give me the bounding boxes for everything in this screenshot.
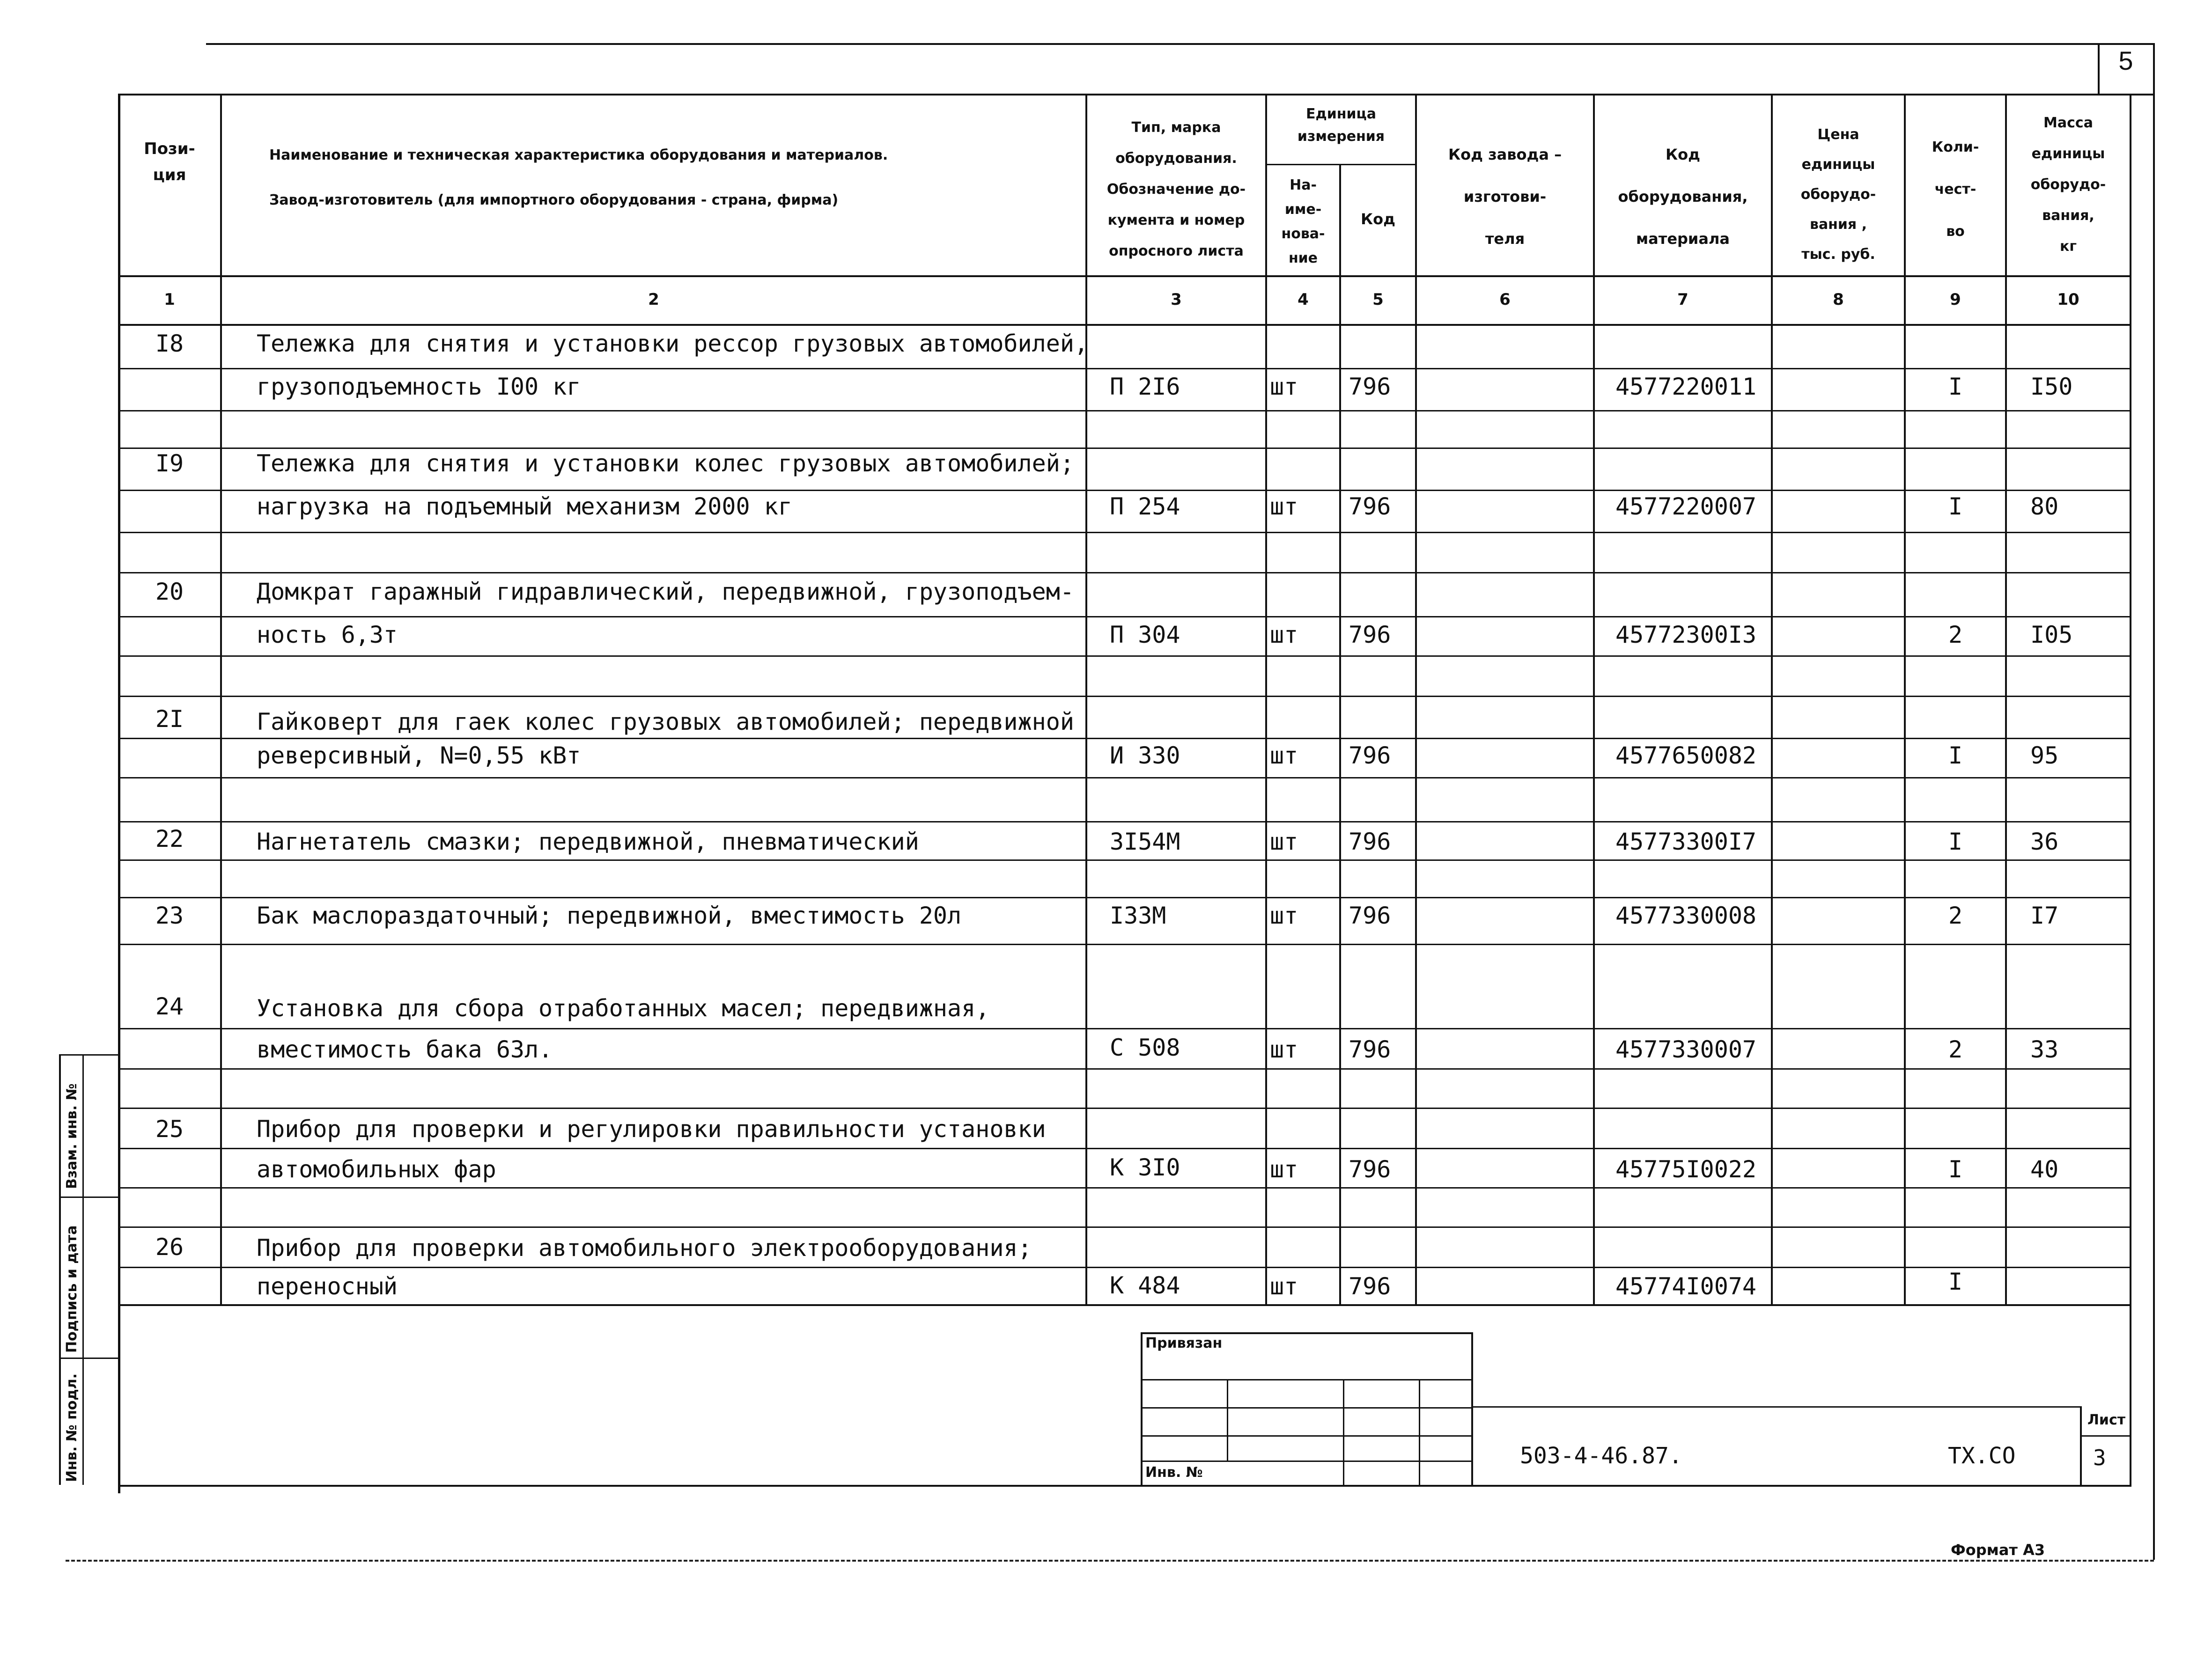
row-unit-code: 796 [1349,621,1391,648]
row-unit: шт [1270,373,1298,400]
header-mass: Масса единицы оборудо- вания, кг [2030,115,2106,255]
header-unit-name: На- име- нова- ние [1281,177,1325,266]
right-border [2153,43,2155,1560]
row-unit-code: 796 [1349,902,1391,929]
side-stamp-top [59,1054,120,1056]
row-unit: шт [1270,1036,1298,1063]
title-box-left [1141,1332,1143,1487]
table-top-border [118,94,2155,95]
header-unit-code: Код [1361,210,1395,228]
header-unit-group: Единица измерения [1297,106,1385,145]
title-box-top [1141,1332,1473,1334]
row-rule [118,368,2131,369]
row-description: Гайковерт для гаек колес грузовых автомобилей; передвижной [257,708,1074,735]
col-line-9 [2005,94,2007,1306]
row-quantity: 2 [1948,621,1963,648]
row-equipment-code: 4577650082 [1615,742,1757,769]
col-line-1 [220,94,222,1306]
row-description: реверсивный, N=0,55 кВт [257,742,581,769]
sheet-cell-left [2080,1406,2082,1486]
title-box-rule [1141,1461,1473,1462]
title-box-rule [1141,1407,1473,1409]
row-rule [118,1304,2131,1306]
row-description: переносный [257,1273,398,1300]
row-unit-code: 796 [1349,1156,1391,1183]
side-stamp-left [59,1054,61,1485]
privyazan-label: Привязан [1145,1335,1223,1351]
header-name-line2: Завод-изготовитель (для импортного оборудования - страна, фирма) [269,192,839,208]
sheet-cell-mid [2080,1435,2131,1437]
col-line-3 [1265,94,1267,1306]
row-rule [118,944,2131,945]
row-quantity: I [1948,828,1963,855]
row-mass: 33 [2030,1036,2059,1063]
frame-bottom [118,1485,2131,1487]
col-line-5 [1415,94,1417,1306]
row-description: Прибор для проверки автомобильного электрооборудования; [257,1234,1032,1262]
row-equipment-code: 4577220011 [1615,373,1757,400]
row-type: К 484 [1110,1272,1180,1299]
header-price: Цена единицы оборудо- вания , тыс. руб. [1800,126,1876,263]
column-number: 9 [1950,290,1961,309]
row-description: ность 6,3т [257,621,398,648]
row-position: 25 [155,1116,184,1143]
side-stamp-signature: Подпись и дата [64,1225,80,1353]
section-code: ТХ.СО [1948,1443,2016,1469]
row-description: Тележка для снятия и установки колес грузовых автомобилей; [257,450,1074,477]
row-mass: I50 [2030,373,2073,400]
row-unit: шт [1270,621,1298,648]
sheet-box-left [2098,43,2100,95]
column-number: 10 [2057,290,2079,309]
col-line-7 [1771,94,1773,1306]
row-description: Тележка для снятия и установки рессор грузовых автомобилей, [257,330,1089,357]
col-line-6 [1593,94,1595,1306]
row-position: 2I [155,705,184,733]
row-rule [118,1226,2131,1228]
row-type: П 304 [1110,621,1180,648]
row-rule [118,696,2131,697]
row-unit: шт [1270,902,1298,929]
header-bottom-rule [118,275,2131,277]
row-unit: шт [1270,742,1298,769]
row-type: П 254 [1110,493,1180,520]
row-position: 22 [155,825,184,852]
row-mass: 80 [2030,493,2059,520]
row-equipment-code: 4577330008 [1615,902,1757,929]
row-unit-code: 796 [1349,493,1391,520]
row-type: С 508 [1110,1034,1180,1061]
row-rule [118,821,2131,822]
row-mass: I05 [2030,621,2073,648]
row-description: Нагнетатель смазки; передвижной, пневматический [257,828,919,855]
row-type: И 330 [1110,742,1180,769]
row-rule [118,1028,2131,1029]
side-stamp-rule [59,1358,120,1359]
row-mass: I7 [2030,902,2059,929]
row-unit: шт [1270,1273,1298,1300]
title-box-col [1227,1379,1228,1461]
numbers-bottom-rule [118,324,2131,326]
row-type: I33М [1110,902,1166,929]
row-rule [118,655,2131,657]
row-description: Установка для сбора отработанных масел; передвижная, [257,995,990,1022]
row-description: Домкрат гаражный гидравлический, передвижной, грузоподъем- [257,578,1074,605]
column-number: 1 [164,290,175,309]
row-quantity: I [1948,1268,1963,1295]
row-rule [118,410,2131,411]
column-number: 6 [1499,290,1511,309]
row-position: 26 [155,1233,184,1261]
row-quantity: 2 [1948,902,1963,929]
row-rule [118,1267,2131,1268]
side-stamp-rule [59,1197,120,1198]
row-type: П 2I6 [1110,373,1180,400]
row-quantity: I [1948,373,1963,400]
header-factory-code: Код завода – изготови- теля [1448,146,1562,248]
row-description: Бак маслораздаточный; передвижной, вместимость 20л [257,902,962,929]
header-type: Тип, марка оборудования. Обозначение до- кумента и номер опросного листа [1106,119,1246,259]
sheet-number: 5 [2118,46,2133,75]
sheet-label: Лист [2087,1412,2126,1428]
row-position: I8 [155,330,184,357]
header-name-line1: Наименование и техническая характеристика оборудования и материалов. [269,147,888,163]
row-rule [118,448,2131,449]
row-quantity: I [1948,742,1963,769]
column-number: 2 [648,290,659,309]
column-number: 5 [1372,290,1384,309]
row-unit: шт [1270,828,1298,855]
sheet-number-value: 3 [2093,1445,2106,1470]
row-rule [118,1068,2131,1070]
row-equipment-code: 45773300I7 [1615,828,1757,855]
side-stamp-divider [82,1054,84,1485]
row-position: 20 [155,578,184,605]
row-unit-code: 796 [1349,1273,1391,1300]
row-equipment-code: 4577220007 [1615,493,1757,520]
title-box-right [1471,1332,1473,1487]
row-unit: шт [1270,493,1298,520]
row-equipment-code: 45772300I3 [1615,621,1757,648]
row-mass: 95 [2030,742,2059,769]
title-box-col [1419,1379,1420,1486]
row-unit-code: 796 [1349,828,1391,855]
row-rule [118,532,2131,533]
row-equipment-code: 4577330007 [1615,1036,1757,1063]
row-description: автомобильных фар [257,1156,496,1183]
col-line-2 [1085,94,1087,1306]
side-stamp-inv-podl: Инв. № подл. [64,1373,80,1482]
row-type: 3I54М [1110,828,1180,855]
header-quantity: Коли- чест- во [1932,139,1979,240]
row-unit-code: 796 [1349,1036,1391,1063]
bottom-dashed-rule [66,1560,2154,1562]
row-description: нагрузка на подъемный механизм 2000 кг [257,493,792,520]
format-label: Формат А3 [1951,1541,2045,1559]
row-quantity: I [1948,1156,1963,1183]
row-quantity: 2 [1948,1036,1963,1063]
row-type: К 3I0 [1110,1154,1180,1181]
row-position: 23 [155,902,184,929]
row-mass: 36 [2030,828,2059,855]
row-rule [118,738,2131,739]
row-rule [118,859,2131,861]
row-description: вместимость бака 63л. [257,1036,553,1063]
inv-number-label: Инв. № [1145,1464,1203,1481]
row-rule [118,616,2131,617]
row-quantity: I [1948,493,1963,520]
row-description: Прибор для проверки и регулировки правильности установки [257,1116,1046,1143]
column-number: 7 [1677,290,1688,309]
row-rule [118,490,2131,491]
row-rule [118,572,2131,573]
row-rule [118,1108,2131,1109]
column-number: 3 [1171,290,1182,309]
col-line-8 [1904,94,1906,1306]
doc-code-top [1473,1406,2082,1408]
row-unit: шт [1270,1156,1298,1183]
row-unit-code: 796 [1349,742,1391,769]
row-rule [118,897,2131,898]
header-equipment-code: Код оборудования, материала [1618,146,1748,248]
title-box-col [1343,1379,1344,1486]
row-equipment-code: 45774I0074 [1615,1273,1757,1300]
col-line-4 [1339,164,1341,1306]
row-rule [118,777,2131,778]
title-box-rule [1141,1435,1473,1437]
side-stamp-vzam: Взам. инв. № [64,1083,80,1189]
column-number: 4 [1298,290,1309,309]
header-position: Пози- ция [144,139,195,184]
document-code: 503-4-46.87. [1520,1443,1682,1469]
row-rule [118,1187,2131,1189]
frame-right [2130,94,2131,1486]
row-position: I9 [155,450,184,477]
column-number: 8 [1833,290,1844,309]
row-position: 24 [155,993,184,1020]
row-description: грузоподъемность I00 кг [257,373,581,400]
title-box-rule [1141,1379,1473,1380]
row-unit-code: 796 [1349,373,1391,400]
row-mass: 40 [2030,1156,2059,1183]
row-equipment-code: 45775I0022 [1615,1156,1757,1183]
top-rule [206,43,2155,45]
row-rule [118,1148,2131,1149]
